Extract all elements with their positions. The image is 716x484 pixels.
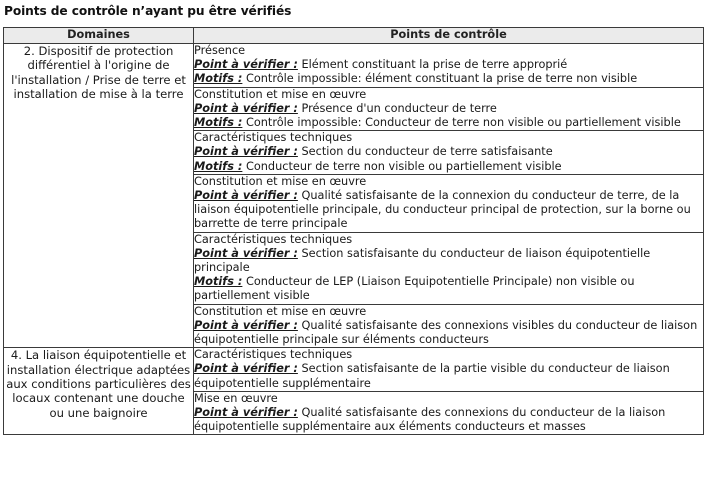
table-row — [4, 348, 704, 392]
point-text: Section satisfaisante du conducteur de liaison équipotentielle principale — [194, 246, 651, 275]
motifs-label: Motifs : — [194, 159, 243, 173]
point-text: Section satisfaisante de la partie visible du conducteur de liaison équipotentielle supplémentaire — [194, 362, 670, 390]
motifs-text: Contrôle impossible: Conducteur de terre non visible ou partiellement visible — [245, 116, 681, 130]
control-point-cell — [194, 348, 704, 392]
point-text: Qualité satisfaisante des connexions visibles du conducteur de liaison équipotentielle principale sur éléments conducteurs — [194, 318, 698, 347]
motifs-text: Conducteur de terre non visible ou partiellement visible — [245, 159, 562, 173]
point-category: Constitution et mise en œuvre — [194, 174, 367, 188]
point-label: Point à vérifier : — [194, 406, 298, 420]
control-point-cell — [194, 87, 704, 131]
table-header-row — [4, 28, 704, 44]
point-category: Caractéristiques techniques — [194, 232, 353, 246]
point-label: Point à vérifier : — [194, 246, 298, 260]
header-domaines: Domaines — [4, 28, 194, 44]
control-points-table — [3, 27, 704, 435]
header-points-de-controle: Points de contrôle — [194, 28, 704, 44]
point-text: Section du conducteur de terre satisfaisante — [301, 145, 553, 159]
motifs-text: Conducteur de LEP (Liaison Equipotentielle Principale) non visible ou partiellement visible — [194, 275, 635, 303]
motifs-label: Motifs : — [194, 116, 243, 130]
motifs-text: Contrôle impossible: élément constituant la prise de terre non visible — [245, 72, 638, 86]
table-row — [4, 44, 704, 88]
point-category: Caractéristiques techniques — [194, 131, 353, 145]
point-text: Qualité satisfaisante de la connexion du conducteur de terre, de la liaison équipotentielle principale, du conducteur principal de protection, sur la borne ou barrette de terre principale — [194, 189, 691, 231]
control-point-cell — [194, 44, 704, 88]
point-label: Point à vérifier : — [194, 189, 298, 203]
control-point-cell — [194, 391, 704, 435]
point-label: Point à vérifier : — [194, 145, 298, 159]
point-text: Présence d'un conducteur de terre — [301, 101, 497, 115]
point-category: Mise en œuvre — [194, 391, 278, 405]
point-label: Point à vérifier : — [194, 362, 298, 376]
domain-cell: 4. La liaison équipotentielle et installation électrique adaptées aux conditions particulières des locaux contenant une douche ou une baignoire — [4, 348, 194, 435]
domain-cell: 2. Dispositif de protection différentiel à l'origine de l'installation / Prise de terre et installation de mise à la terre — [4, 44, 194, 348]
section-title: Points de contrôle n’ayant pu être vérifiés — [4, 4, 292, 18]
point-category: Caractéristiques techniques — [194, 348, 353, 362]
motifs-label: Motifs : — [194, 72, 243, 86]
point-label: Point à vérifier : — [194, 58, 298, 72]
point-category: Constitution et mise en œuvre — [194, 304, 367, 318]
point-category: Constitution et mise en œuvre — [194, 87, 367, 101]
control-point-cell — [194, 304, 704, 348]
control-point-cell — [194, 131, 704, 175]
point-label: Point à vérifier : — [194, 318, 298, 332]
point-category: Présence — [194, 44, 246, 57]
control-point-cell — [194, 232, 704, 304]
motifs-label: Motifs : — [194, 275, 243, 289]
control-point-cell — [194, 174, 704, 232]
point-label: Point à vérifier : — [194, 101, 298, 115]
point-text: Elément constituant la prise de terre approprié — [301, 58, 568, 72]
point-text: Qualité satisfaisante des connexions du conducteur de la liaison équipotentielle supplémentaire aux éléments conducteurs et masses — [194, 406, 666, 434]
